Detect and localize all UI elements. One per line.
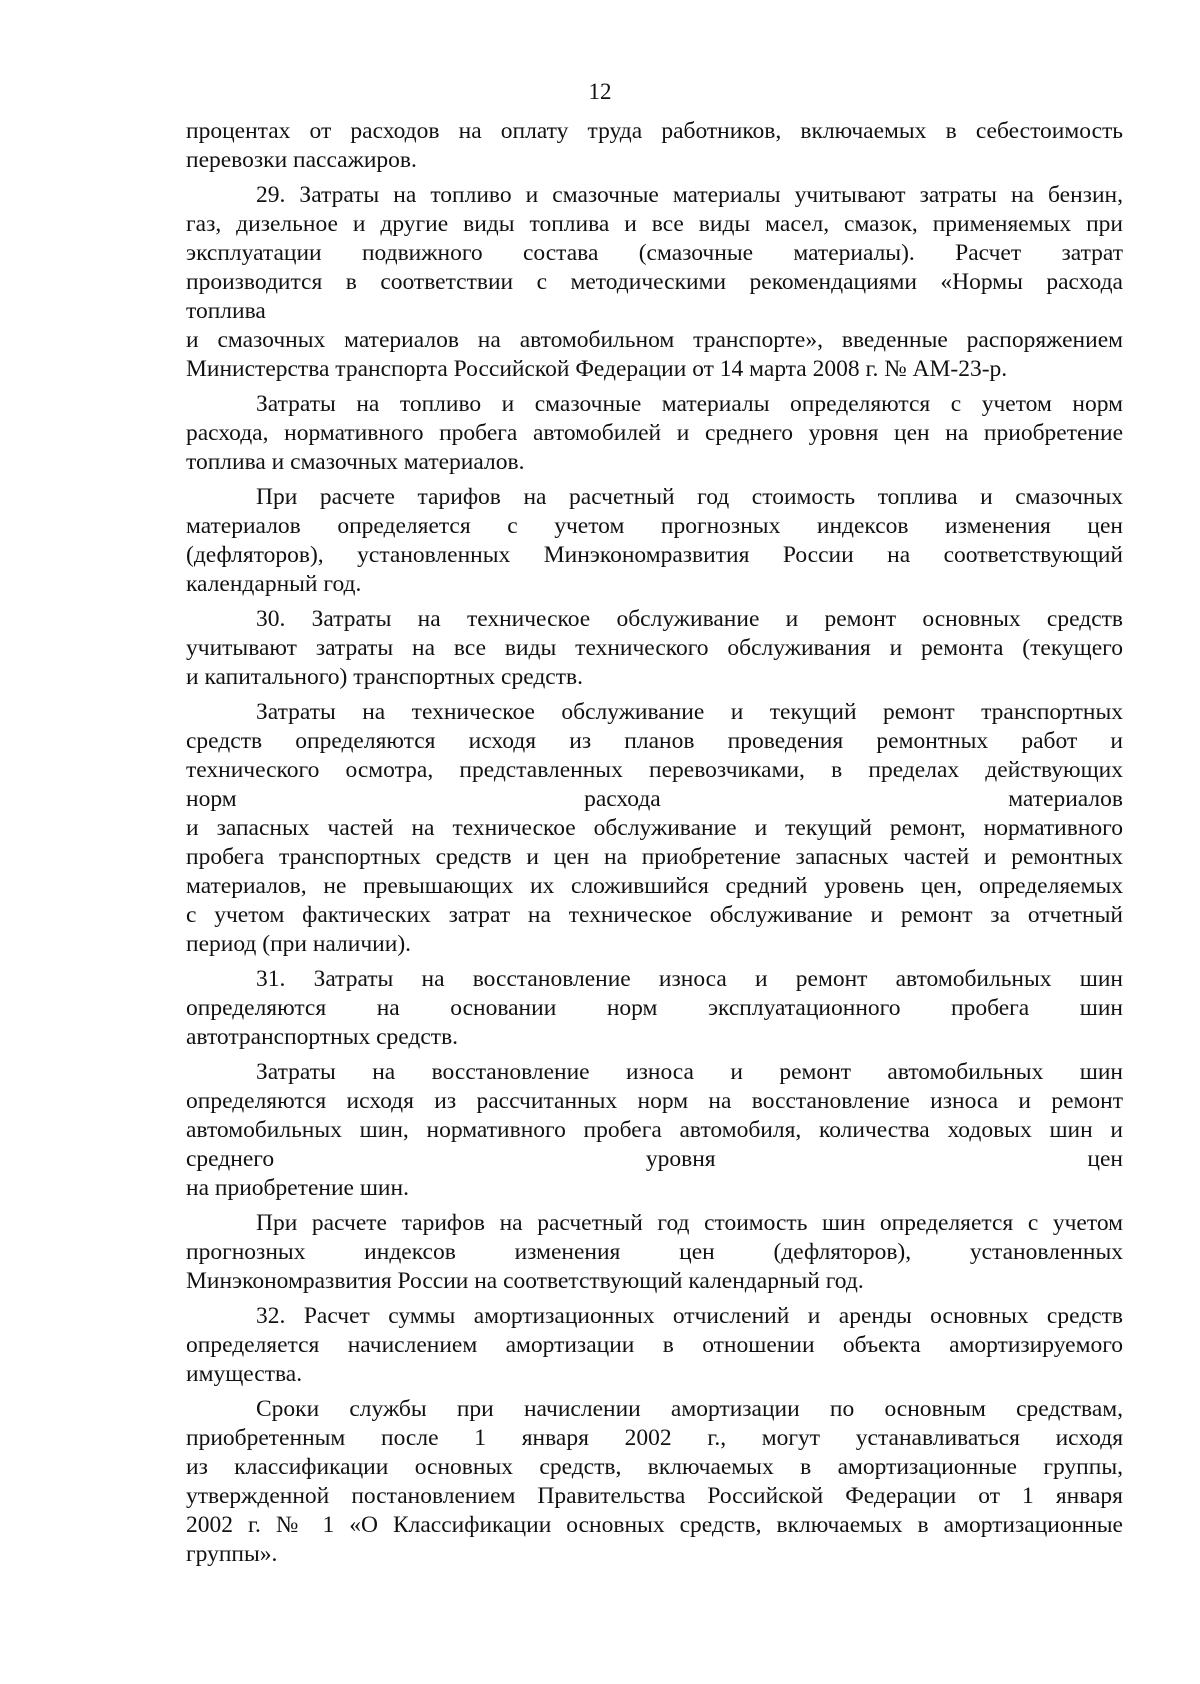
paragraph [186,1395,1123,1569]
paragraph-line: 30. Затраты на техническое обслуживание и ремонт основных средств [256,606,1123,632]
paragraph-line: пробега транспортных средств и цен на приобретение запасных частей и ремонтных [186,844,1123,870]
paragraph-line: Затраты на восстановление износа и ремонт автомобильных шин [256,1059,1123,1085]
paragraph-line: с учетом фактических затрат на техническое обслуживание и ремонт за отчетный [186,902,1123,928]
paragraph-line: календарный год. [186,571,362,597]
paragraph-line: перевозки пассажиров. [186,147,417,173]
paragraph-line: Сроки службы при начислении амортизации по основным средствам, [256,1396,1123,1422]
paragraph-line: Затраты на топливо и смазочные материалы определяются с учетом норм [256,391,1123,417]
paragraph-line: и капитального) транспортных средств. [186,664,583,690]
paragraph-line: топлива [186,298,266,324]
document-body [186,117,1123,1569]
paragraph-line: Затраты на техническое обслуживание и текущий ремонт транспортных [256,699,1123,725]
paragraph-line: При расчете тарифов на расчетный год стоимость шин определяется с учетом [256,1210,1123,1236]
paragraph-line: процентах от расходов на оплату труда работников, включаемых в себестоимость [186,118,1123,144]
paragraph-line: определяются исходя из рассчитанных норм на восстановление износа и ремонт [186,1088,1123,1114]
paragraph [186,1209,1123,1296]
paragraph-line: При расчете тарифов на расчетный год стоимость топлива и смазочных [256,484,1123,510]
paragraph-line: производится в соответствии с методическими рекомендациями «Нормы расхода [186,269,1123,295]
paragraph-line: Министерства транспорта Российской Федерации от 14 марта 2008 г. № АМ-23-р. [186,356,1008,382]
paragraph [186,1058,1123,1203]
paragraph [186,483,1123,599]
paragraph-line: топлива и смазочных материалов. [186,449,525,475]
paragraph-line: эксплуатации подвижного состава (смазочные материалы). Расчет затрат [186,240,1123,266]
paragraph-line: материалов определяется с учетом прогнозных индексов изменения цен [186,513,1123,539]
paragraph-line: газ, дизельное и другие виды топлива и все виды масел, смазок, применяемых при [186,211,1123,237]
paragraph-line: утвержденной постановлением Правительства Российской Федерации от 1 января [186,1483,1123,1509]
paragraph-line: из классификации основных средств, включаемых в амортизационные группы, [186,1454,1123,1480]
paragraph-line: Минэкономразвития России на соответствующий календарный год. [186,1268,864,1294]
paragraph [186,117,1123,175]
paragraph-line: приобретенным после 1 января 2002 г., могут устанавливаться исходя [186,1425,1123,1451]
page-number: 12 [588,79,612,104]
paragraph-line: норм расхода материалов [186,786,1123,812]
paragraph-line: определяется начислением амортизации в отношении объекта амортизируемого [186,1332,1123,1358]
paragraph [186,390,1123,477]
paragraph-line: 31. Затраты на восстановление износа и ремонт автомобильных шин [256,966,1123,992]
paragraph-line: автотранспортных средств. [186,1024,459,1050]
paragraph [186,605,1123,692]
paragraph-line: 2002 г. № 1 «О Классификации основных средств, включаемых в амортизационные [186,1512,1123,1538]
paragraph-line: автомобильных шин, нормативного пробега автомобиля, количества ходовых шин и [186,1117,1123,1143]
paragraph [186,698,1123,959]
paragraph-line: средств определяются исходя из планов проведения ремонтных работ и [186,728,1123,754]
paragraph-line: материалов, не превышающих их сложившийся средний уровень цен, определяемых [186,873,1123,899]
paragraph-line: (дефляторов), установленных Минэкономразвития России на соответствующий [186,542,1123,568]
paragraph [186,1302,1123,1389]
paragraph-line: технического осмотра, представленных перевозчиками, в пределах действующих [186,757,1123,783]
paragraph-line: учитывают затраты на все виды технического обслуживания и ремонта (текущего [186,635,1123,661]
paragraph-line: среднего уровня цен [186,1146,1123,1172]
paragraph-line: группы». [186,1541,278,1567]
paragraph-line: имущества. [186,1361,303,1387]
paragraph-line: и смазочных материалов на автомобильном транспорте», введенные распоряжением [186,327,1123,353]
paragraph-line: расхода, нормативного пробега автомобилей и среднего уровня цен на приобретение [186,420,1123,446]
paragraph [186,965,1123,1052]
paragraph-line: 32. Расчет суммы амортизационных отчислений и аренды основных средств [256,1303,1123,1329]
paragraph-line: и запасных частей на техническое обслуживание и текущий ремонт, нормативного [186,815,1123,841]
paragraph-line: период (при наличии). [186,931,412,957]
paragraph-line: на приобретение шин. [186,1175,409,1201]
paragraph-line: прогнозных индексов изменения цен (дефляторов), установленных [186,1239,1123,1265]
paragraph-line: 29. Затраты на топливо и смазочные материалы учитывают затраты на бензин, [256,182,1123,208]
paragraph-line: определяются на основании норм эксплуатационного пробега шин [186,995,1123,1021]
paragraph [186,181,1123,384]
